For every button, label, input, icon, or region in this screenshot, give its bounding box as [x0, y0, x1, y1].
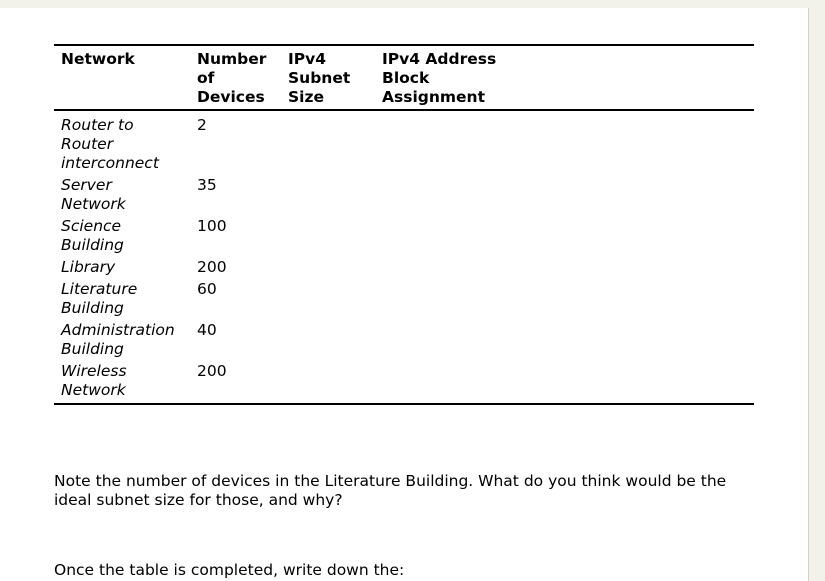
- header-devices-line1: Number: [197, 50, 267, 68]
- network-cell: [54, 359, 190, 404]
- question-line: ideal subnet size for those, and why?: [54, 491, 343, 509]
- header-subnet-line3: Size: [288, 88, 325, 106]
- header-subnet-line2: Subnet: [288, 69, 351, 87]
- network-line: Building: [61, 299, 124, 317]
- header-network: [54, 45, 190, 110]
- network-line: Network: [61, 195, 126, 213]
- devices-cell: 40: [197, 321, 217, 339]
- subnet-size-cell[interactable]: [281, 214, 375, 255]
- address-block-cell[interactable]: [375, 255, 754, 277]
- table-row: [54, 110, 754, 173]
- network-cell: [54, 318, 190, 359]
- header-block-line3: Assignment: [382, 88, 485, 106]
- address-block-cell[interactable]: [375, 110, 754, 173]
- network-line: Literature: [61, 280, 138, 298]
- address-block-cell[interactable]: [375, 359, 754, 404]
- subnet-size-cell[interactable]: [281, 110, 375, 173]
- header-devices-line2: of: [197, 69, 215, 87]
- subnet-size-cell[interactable]: [281, 359, 375, 404]
- subnet-size-cell[interactable]: [281, 318, 375, 359]
- devices-cell: 100: [197, 217, 227, 235]
- table-row: [54, 359, 754, 404]
- devices-cell: 200: [197, 362, 227, 380]
- network-cell: [54, 214, 190, 255]
- literature-building-question: [54, 472, 764, 510]
- network-cell: [54, 277, 190, 318]
- network-line: Router to: [61, 116, 134, 134]
- subnet-size-cell[interactable]: [281, 173, 375, 214]
- network-line: Router: [61, 135, 114, 153]
- network-cell: [54, 255, 190, 277]
- devices-cell: 60: [197, 280, 217, 298]
- table-header: [54, 45, 754, 110]
- subnet-size-cell[interactable]: [281, 255, 375, 277]
- header-subnet-line1: IPv4: [288, 50, 327, 68]
- header-devices-line3: Devices: [197, 88, 265, 106]
- devices-cell: 35: [197, 176, 217, 194]
- subnet-size-cell[interactable]: [281, 277, 375, 318]
- network-assignment-table: [54, 44, 754, 405]
- network-cell: [54, 173, 190, 214]
- header-address-block: [375, 45, 754, 110]
- header-network-text: Network: [61, 50, 135, 68]
- address-block-cell[interactable]: [375, 173, 754, 214]
- header-block-line1: IPv4 Address: [382, 50, 497, 68]
- network-line: Building: [61, 340, 124, 358]
- network-line: Wireless: [61, 362, 127, 380]
- question-line: Note the number of devices in the Literature Building. What do you think would be the: [54, 472, 727, 490]
- address-block-cell[interactable]: [375, 318, 754, 359]
- network-line: Building: [61, 236, 124, 254]
- network-line: Library: [61, 258, 116, 276]
- network-line: Network: [61, 381, 126, 399]
- network-line: Administration: [61, 321, 175, 339]
- followup-instruction: Once the table is completed, write down the:: [54, 561, 405, 579]
- table-row: [54, 173, 754, 214]
- table-row: [54, 318, 754, 359]
- network-line: Server: [61, 176, 112, 194]
- document-page: [0, 8, 809, 581]
- header-number-of-devices: [190, 45, 281, 110]
- devices-cell: 200: [197, 258, 227, 276]
- network-line: Science: [61, 217, 122, 235]
- table-header-row: [54, 45, 754, 110]
- devices-cell: 2: [197, 116, 207, 134]
- network-cell: [54, 110, 190, 173]
- address-block-cell[interactable]: [375, 214, 754, 255]
- header-block-line2: Block: [382, 69, 430, 87]
- network-line: interconnect: [61, 154, 159, 172]
- header-subnet-size: [281, 45, 375, 110]
- table-row: [54, 277, 754, 318]
- table-row: [54, 255, 754, 277]
- table-body: [54, 110, 754, 404]
- table-row: [54, 214, 754, 255]
- address-block-cell[interactable]: [375, 277, 754, 318]
